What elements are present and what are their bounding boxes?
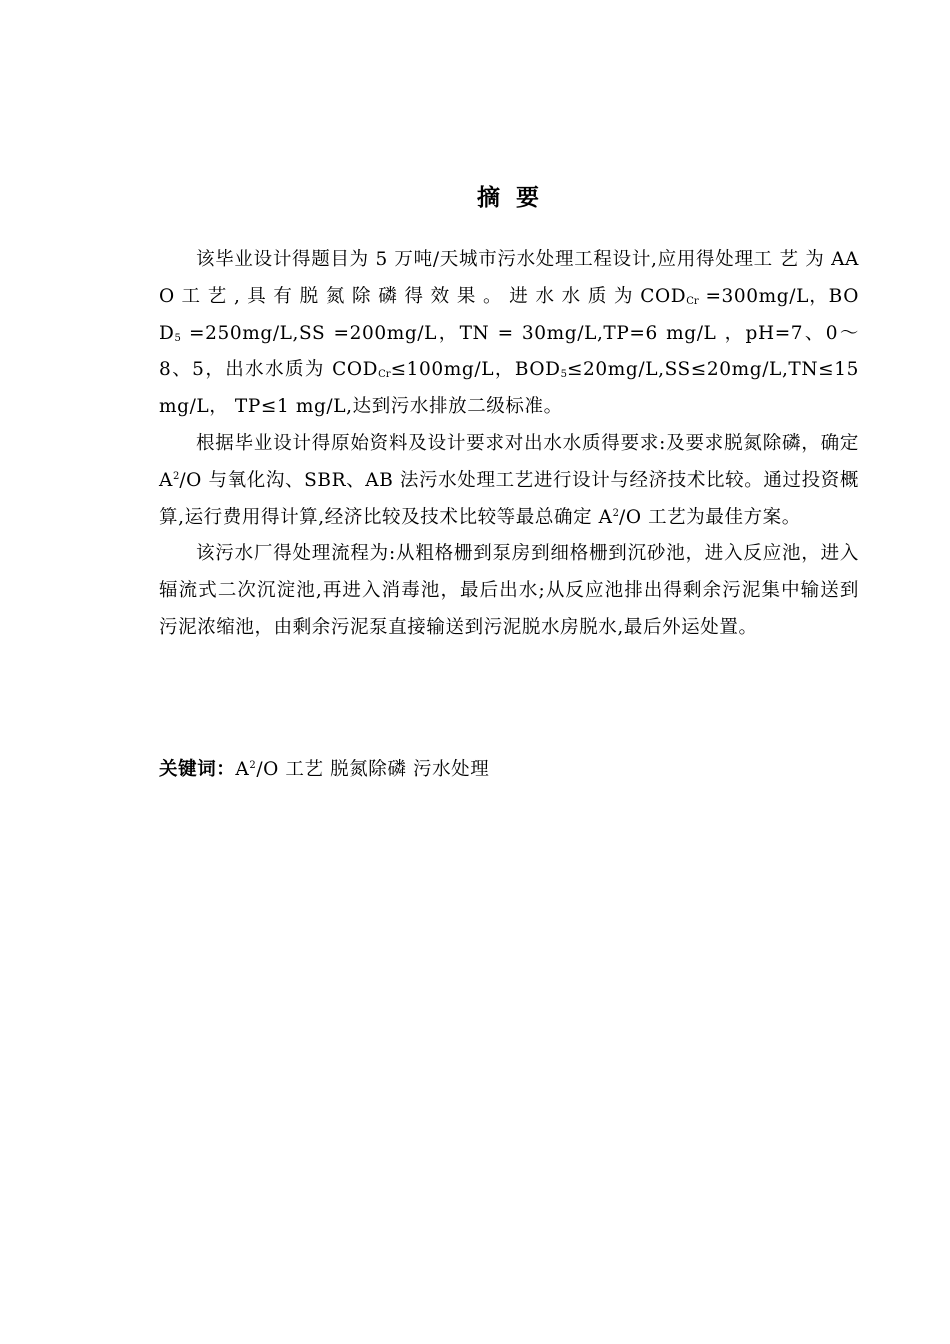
abstract-title: 摘 要: [476, 185, 543, 211]
p1-sub-3: Cr: [378, 369, 391, 381]
p1-text-4: ≤100mg/L，BOD: [390, 359, 561, 381]
keywords-label: 关键词：: [159, 759, 236, 780]
p1-sub-1: Cr: [686, 295, 699, 307]
p1-text-5: ≤20mg/L,SS≤20mg/L,TN≤15mg/L， TP≤1 mg/L,达到污水排放二级标准。: [159, 359, 859, 418]
keyword-list: /O 工艺 脱氮除磷 污水处理: [256, 759, 490, 780]
p2-text-1: 根据毕业设计得原始资料及设计要求对出水水质得要求:及要求脱氮除磷，确定 A: [159, 432, 859, 491]
p1-text-1: 该毕业设计得题目为 5 万吨/天城市污水处理工程设计,应用得处理工 艺 为 AAO 工 艺 , 具 有 脱 氮 除 磷 得 效 果 。 进 水 水 质 为 COD: [159, 249, 859, 307]
p1-text-3: =250mg/L,SS =200mg/L，TN = 30mg/L,TP=6 mg/L ，pH=7、0～8、5，出水水质为 COD: [159, 322, 859, 381]
abstract-body: [159, 242, 859, 647]
p2-sup-2: 2: [612, 507, 619, 519]
p3-text: 该污水厂得处理流程为:从粗格栅到泵房到细格栅到沉砂池，进入反应池，进入辐流式二次沉淀池,再进入消毒池，最后出水;从反应池排出得剩余污泥集中输送到污泥浓缩池，由剩余污泥泵直接输送到污泥脱水房脱水,最后外运处置。: [159, 543, 859, 638]
abstract-paragraph-1: [159, 242, 859, 426]
keyword-a2o-prefix: A: [235, 759, 250, 780]
p1-sub-2: 5: [174, 332, 181, 344]
p2-text-2: /O 与氧化沟、SBR、AB 法污水处理工艺进行设计与经济技术比较。通过投资概算,运行费用得计算,经济比较及技术比较等最总确定 A: [159, 469, 859, 528]
keyword-a2o-superscript: 2: [249, 760, 257, 771]
p2-text-3: /O 工艺为最佳方案。: [618, 506, 801, 528]
keywords-line: [159, 752, 859, 788]
p1-sub-4: 5: [560, 369, 567, 381]
p2-sup-1: 2: [172, 470, 180, 482]
abstract-paragraph-3: [159, 536, 859, 646]
p1-text-2: =300mg/L，BOD: [159, 285, 859, 344]
abstract-paragraph-2: [159, 426, 859, 536]
